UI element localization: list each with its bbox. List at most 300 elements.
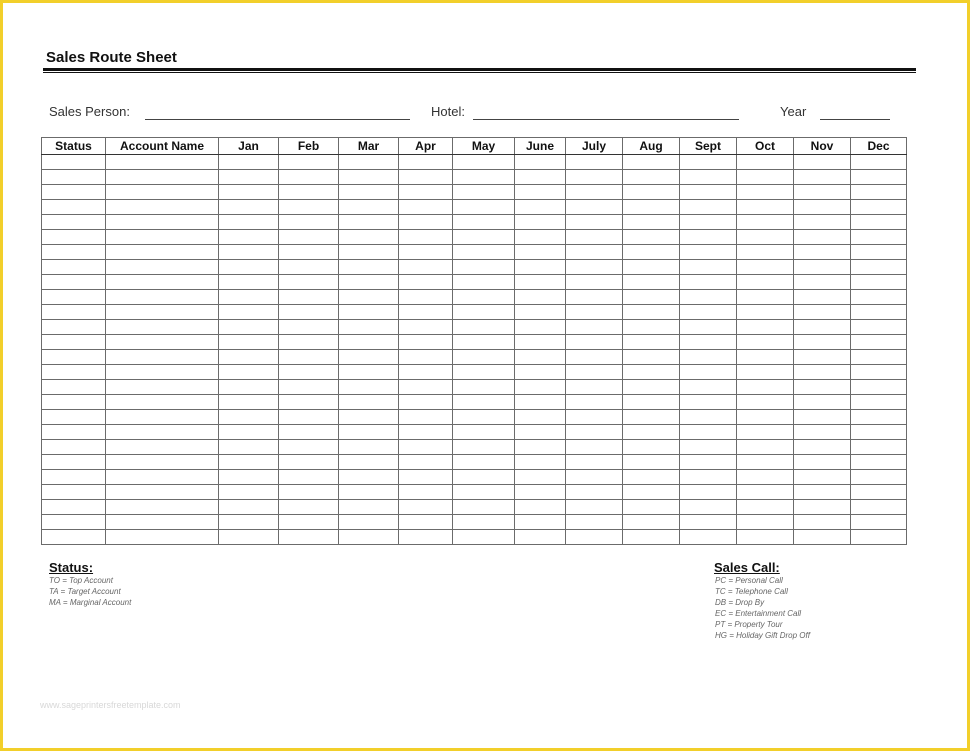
table-cell[interactable] [623,380,680,395]
table-cell[interactable] [339,470,399,485]
table-cell[interactable] [623,155,680,170]
table-cell[interactable] [219,485,279,500]
table-cell[interactable] [42,170,106,185]
table-cell[interactable] [279,170,339,185]
table-cell[interactable] [42,245,106,260]
table-cell[interactable] [794,485,851,500]
table-cell[interactable] [453,470,515,485]
table-cell[interactable] [219,230,279,245]
table-cell[interactable] [279,260,339,275]
table-cell[interactable] [399,380,453,395]
table-cell[interactable] [680,425,737,440]
table-cell[interactable] [623,275,680,290]
table-cell[interactable] [279,185,339,200]
table-cell[interactable] [680,470,737,485]
table-cell[interactable] [219,320,279,335]
table-cell[interactable] [515,155,566,170]
table-cell[interactable] [515,335,566,350]
table-cell[interactable] [42,485,106,500]
table-cell[interactable] [453,410,515,425]
table-cell[interactable] [737,290,794,305]
table-cell[interactable] [106,380,219,395]
table-cell[interactable] [399,320,453,335]
table-cell[interactable] [851,515,907,530]
table-cell[interactable] [680,230,737,245]
table-cell[interactable] [399,245,453,260]
table-cell[interactable] [851,410,907,425]
table-cell[interactable] [515,230,566,245]
table-cell[interactable] [566,380,623,395]
table-cell[interactable] [279,425,339,440]
table-cell[interactable] [106,230,219,245]
table-cell[interactable] [453,335,515,350]
table-cell[interactable] [106,170,219,185]
table-cell[interactable] [279,305,339,320]
table-cell[interactable] [737,530,794,545]
table-cell[interactable] [680,485,737,500]
table-cell[interactable] [623,425,680,440]
table-cell[interactable] [42,155,106,170]
table-cell[interactable] [851,215,907,230]
table-cell[interactable] [42,530,106,545]
table-cell[interactable] [42,185,106,200]
table-cell[interactable] [106,440,219,455]
table-cell[interactable] [399,455,453,470]
table-cell[interactable] [851,455,907,470]
table-cell[interactable] [623,290,680,305]
table-cell[interactable] [399,290,453,305]
table-cell[interactable] [737,230,794,245]
table-cell[interactable] [279,440,339,455]
table-cell[interactable] [453,245,515,260]
table-cell[interactable] [399,170,453,185]
table-cell[interactable] [851,395,907,410]
table-cell[interactable] [680,320,737,335]
table-cell[interactable] [623,335,680,350]
table-cell[interactable] [339,380,399,395]
table-cell[interactable] [106,530,219,545]
table-cell[interactable] [566,395,623,410]
table-cell[interactable] [851,425,907,440]
table-cell[interactable] [623,530,680,545]
table-cell[interactable] [219,185,279,200]
table-cell[interactable] [515,380,566,395]
table-cell[interactable] [851,260,907,275]
table-cell[interactable] [851,275,907,290]
table-cell[interactable] [219,170,279,185]
table-cell[interactable] [42,425,106,440]
table-cell[interactable] [219,365,279,380]
table-cell[interactable] [566,515,623,530]
table-cell[interactable] [794,245,851,260]
table-cell[interactable] [339,410,399,425]
table-cell[interactable] [219,425,279,440]
hotel-line[interactable] [473,119,739,120]
table-cell[interactable] [680,410,737,425]
table-cell[interactable] [106,455,219,470]
table-cell[interactable] [339,215,399,230]
table-cell[interactable] [279,245,339,260]
table-cell[interactable] [515,530,566,545]
table-cell[interactable] [680,440,737,455]
table-cell[interactable] [339,500,399,515]
table-cell[interactable] [515,185,566,200]
table-cell[interactable] [339,305,399,320]
table-cell[interactable] [453,530,515,545]
table-cell[interactable] [219,275,279,290]
table-cell[interactable] [279,500,339,515]
table-cell[interactable] [623,470,680,485]
table-cell[interactable] [279,455,339,470]
table-cell[interactable] [794,455,851,470]
table-cell[interactable] [566,530,623,545]
table-cell[interactable] [106,515,219,530]
table-cell[interactable] [453,455,515,470]
table-cell[interactable] [453,425,515,440]
table-cell[interactable] [42,365,106,380]
table-cell[interactable] [737,200,794,215]
table-cell[interactable] [106,350,219,365]
table-cell[interactable] [106,365,219,380]
table-cell[interactable] [623,260,680,275]
table-cell[interactable] [399,425,453,440]
table-cell[interactable] [794,350,851,365]
table-cell[interactable] [219,515,279,530]
table-cell[interactable] [106,185,219,200]
table-cell[interactable] [794,260,851,275]
table-cell[interactable] [680,530,737,545]
table-cell[interactable] [566,365,623,380]
table-cell[interactable] [42,275,106,290]
table-cell[interactable] [737,395,794,410]
table-cell[interactable] [339,365,399,380]
table-cell[interactable] [680,155,737,170]
table-cell[interactable] [339,320,399,335]
table-cell[interactable] [42,350,106,365]
table-cell[interactable] [399,485,453,500]
table-cell[interactable] [566,485,623,500]
table-cell[interactable] [279,350,339,365]
table-cell[interactable] [566,155,623,170]
table-cell[interactable] [453,440,515,455]
table-cell[interactable] [794,305,851,320]
table-cell[interactable] [623,215,680,230]
table-cell[interactable] [566,455,623,470]
table-cell[interactable] [851,335,907,350]
table-cell[interactable] [42,200,106,215]
table-cell[interactable] [851,305,907,320]
table-cell[interactable] [680,185,737,200]
table-cell[interactable] [680,515,737,530]
table-cell[interactable] [453,290,515,305]
table-cell[interactable] [680,200,737,215]
table-cell[interactable] [219,290,279,305]
table-cell[interactable] [566,230,623,245]
table-cell[interactable] [680,380,737,395]
table-cell[interactable] [515,365,566,380]
table-cell[interactable] [515,215,566,230]
table-cell[interactable] [453,320,515,335]
table-cell[interactable] [737,470,794,485]
table-cell[interactable] [399,350,453,365]
table-cell[interactable] [623,350,680,365]
table-cell[interactable] [851,230,907,245]
table-cell[interactable] [794,380,851,395]
table-cell[interactable] [219,410,279,425]
table-cell[interactable] [453,170,515,185]
table-cell[interactable] [339,230,399,245]
table-cell[interactable] [106,245,219,260]
table-cell[interactable] [737,335,794,350]
table-cell[interactable] [279,470,339,485]
table-cell[interactable] [737,155,794,170]
table-cell[interactable] [851,485,907,500]
table-cell[interactable] [339,185,399,200]
table-cell[interactable] [737,275,794,290]
table-cell[interactable] [623,305,680,320]
table-cell[interactable] [737,245,794,260]
table-cell[interactable] [515,275,566,290]
table-cell[interactable] [794,425,851,440]
table-cell[interactable] [623,170,680,185]
table-cell[interactable] [566,305,623,320]
table-cell[interactable] [106,320,219,335]
table-cell[interactable] [219,200,279,215]
table-cell[interactable] [279,335,339,350]
table-cell[interactable] [794,170,851,185]
table-cell[interactable] [680,260,737,275]
table-cell[interactable] [42,335,106,350]
table-cell[interactable] [794,515,851,530]
table-cell[interactable] [106,215,219,230]
table-cell[interactable] [399,395,453,410]
table-cell[interactable] [680,215,737,230]
table-cell[interactable] [515,260,566,275]
table-cell[interactable] [737,365,794,380]
table-cell[interactable] [399,335,453,350]
table-cell[interactable] [737,380,794,395]
table-cell[interactable] [851,350,907,365]
table-cell[interactable] [515,515,566,530]
table-cell[interactable] [42,410,106,425]
table-cell[interactable] [851,185,907,200]
table-cell[interactable] [737,485,794,500]
table-cell[interactable] [399,305,453,320]
table-cell[interactable] [453,185,515,200]
table-cell[interactable] [566,185,623,200]
table-cell[interactable] [279,395,339,410]
table-cell[interactable] [623,500,680,515]
sales-person-line[interactable] [145,119,410,120]
table-cell[interactable] [42,380,106,395]
table-cell[interactable] [623,185,680,200]
table-cell[interactable] [106,290,219,305]
table-cell[interactable] [42,215,106,230]
table-cell[interactable] [339,530,399,545]
table-cell[interactable] [279,155,339,170]
table-cell[interactable] [623,200,680,215]
table-cell[interactable] [737,170,794,185]
table-cell[interactable] [737,350,794,365]
table-cell[interactable] [219,440,279,455]
table-cell[interactable] [851,155,907,170]
table-cell[interactable] [851,440,907,455]
table-cell[interactable] [566,215,623,230]
table-cell[interactable] [680,455,737,470]
table-cell[interactable] [279,215,339,230]
table-cell[interactable] [339,455,399,470]
table-cell[interactable] [453,500,515,515]
table-cell[interactable] [737,260,794,275]
table-cell[interactable] [219,305,279,320]
table-cell[interactable] [106,305,219,320]
table-cell[interactable] [623,230,680,245]
table-cell[interactable] [515,320,566,335]
table-cell[interactable] [680,275,737,290]
table-cell[interactable] [453,365,515,380]
table-cell[interactable] [399,155,453,170]
table-cell[interactable] [453,230,515,245]
table-cell[interactable] [219,500,279,515]
table-cell[interactable] [453,260,515,275]
table-cell[interactable] [851,500,907,515]
table-cell[interactable] [399,470,453,485]
table-cell[interactable] [515,350,566,365]
table-cell[interactable] [219,395,279,410]
table-cell[interactable] [623,320,680,335]
table-cell[interactable] [680,395,737,410]
table-cell[interactable] [42,305,106,320]
table-cell[interactable] [279,365,339,380]
table-cell[interactable] [680,335,737,350]
table-cell[interactable] [566,200,623,215]
table-cell[interactable] [279,275,339,290]
table-cell[interactable] [566,260,623,275]
table-cell[interactable] [794,410,851,425]
table-cell[interactable] [623,410,680,425]
table-cell[interactable] [794,290,851,305]
table-cell[interactable] [515,485,566,500]
table-cell[interactable] [566,500,623,515]
table-cell[interactable] [453,155,515,170]
table-cell[interactable] [279,530,339,545]
table-cell[interactable] [515,395,566,410]
table-cell[interactable] [219,350,279,365]
table-cell[interactable] [515,200,566,215]
table-cell[interactable] [399,500,453,515]
table-cell[interactable] [737,500,794,515]
table-cell[interactable] [794,335,851,350]
table-cell[interactable] [566,425,623,440]
year-line[interactable] [820,119,890,120]
table-cell[interactable] [737,515,794,530]
table-cell[interactable] [515,425,566,440]
table-cell[interactable] [42,440,106,455]
table-cell[interactable] [737,410,794,425]
table-cell[interactable] [851,365,907,380]
table-cell[interactable] [42,290,106,305]
table-cell[interactable] [623,440,680,455]
table-cell[interactable] [42,515,106,530]
table-cell[interactable] [680,500,737,515]
table-cell[interactable] [399,440,453,455]
table-cell[interactable] [106,155,219,170]
table-cell[interactable] [453,380,515,395]
table-cell[interactable] [566,410,623,425]
table-cell[interactable] [566,350,623,365]
table-cell[interactable] [680,290,737,305]
table-cell[interactable] [279,200,339,215]
table-cell[interactable] [851,470,907,485]
table-cell[interactable] [794,470,851,485]
table-cell[interactable] [515,470,566,485]
table-cell[interactable] [566,470,623,485]
table-cell[interactable] [279,380,339,395]
table-cell[interactable] [566,320,623,335]
table-cell[interactable] [399,200,453,215]
table-cell[interactable] [106,335,219,350]
table-cell[interactable] [399,410,453,425]
table-cell[interactable] [680,350,737,365]
table-cell[interactable] [453,515,515,530]
table-cell[interactable] [106,485,219,500]
table-cell[interactable] [623,395,680,410]
table-cell[interactable] [794,320,851,335]
table-cell[interactable] [219,455,279,470]
table-cell[interactable] [851,380,907,395]
table-cell[interactable] [339,155,399,170]
table-cell[interactable] [453,305,515,320]
table-cell[interactable] [566,290,623,305]
table-cell[interactable] [106,260,219,275]
table-cell[interactable] [737,425,794,440]
table-cell[interactable] [399,230,453,245]
table-cell[interactable] [279,485,339,500]
table-cell[interactable] [279,410,339,425]
table-cell[interactable] [794,200,851,215]
table-cell[interactable] [851,170,907,185]
table-cell[interactable] [794,275,851,290]
table-cell[interactable] [566,275,623,290]
table-cell[interactable] [106,275,219,290]
table-cell[interactable] [339,440,399,455]
table-cell[interactable] [566,335,623,350]
table-cell[interactable] [515,410,566,425]
table-cell[interactable] [794,365,851,380]
table-cell[interactable] [339,170,399,185]
table-cell[interactable] [794,530,851,545]
table-cell[interactable] [623,365,680,380]
table-cell[interactable] [737,215,794,230]
table-cell[interactable] [399,515,453,530]
table-cell[interactable] [219,335,279,350]
table-cell[interactable] [279,320,339,335]
table-cell[interactable] [219,260,279,275]
table-cell[interactable] [106,395,219,410]
table-cell[interactable] [453,350,515,365]
table-cell[interactable] [453,275,515,290]
table-cell[interactable] [42,395,106,410]
table-cell[interactable] [566,245,623,260]
table-cell[interactable] [623,485,680,500]
table-cell[interactable] [339,395,399,410]
table-cell[interactable] [851,320,907,335]
table-cell[interactable] [399,260,453,275]
table-cell[interactable] [399,275,453,290]
table-cell[interactable] [42,500,106,515]
table-cell[interactable] [279,230,339,245]
table-cell[interactable] [42,230,106,245]
